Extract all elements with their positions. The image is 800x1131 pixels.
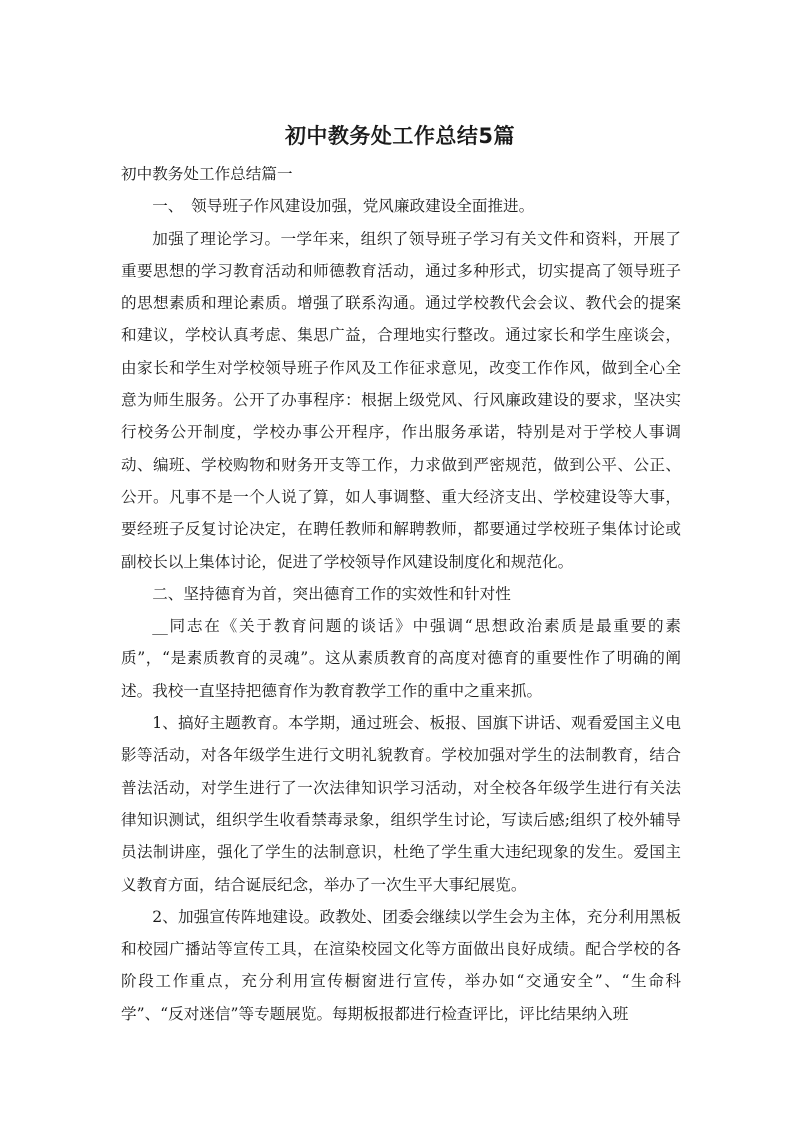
paragraph-6: 2、加强宣传阵地建设。政教处、团委会继续以学生会为主体，充分利用黑板和校园广播站等宣传工具，在渲染校园文化等方面做出良好成绩。配合学校的各阶段工作重点，充分利用宣传橱窗进行宣传，举办如“交通安全”、“生命科学”、“反对迷信”等专题展览。每期板报都进行检查评比，评比结果纳入班 xyxy=(121,907,681,1023)
paragraph-1: 一、 领导班子作风建设加强，党风廉政建设全面推进。 xyxy=(152,197,535,216)
section-subtitle: 初中教务处工作总结篇一 xyxy=(121,165,293,183)
paragraph-5: 1、搞好主题教育。本学期，通过班会、板报、国旗下讲话、观看爱国主义电影等活动，对各年级学生进行文明礼貌教育。学校加强对学生的法制教育，结合普法活动，对学生进行了一次法律知识学习活动，对全校各年级学生进行有关法律知识测试，组织学生收看禁毒录象，组织学生讨论，写读后感;组织了校外辅导员法制讲座，强化了学生的法制意识，杜绝了学生重大违纪现象的发生。爱国主义教育方面，结合诞辰纪念，举办了一次生平大事纪展览。 xyxy=(121,714,681,894)
paragraph-3: 二、坚持德育为首，突出德育工作的实效性和针对性 xyxy=(152,584,511,603)
document-title: 初中教务处工作总结5篇 xyxy=(284,124,516,148)
paragraph-4: __同志在《关于教育问题的谈话》中强调“思想政治素质是最重要的素质”，“是素质教育的灵魂”。这从素质教育的高度对德育的重要性作了明确的阐述。我校一直坚持把德育作为教育教学工作的重中之重来抓。 xyxy=(121,617,681,700)
paragraph-2: 加强了理论学习。一学年来，组织了领导班子学习有关文件和资料，开展了重要思想的学习教育活动和师德教育活动，通过多种形式，切实提高了领导班子的思想素质和理论素质。增强了联系沟通。通过学校教代会会议、教代会的提案和建议，学校认真考虑、集思广益，合理地实行整改。通过家长和学生座谈会，由家长和学生对学校领导班子作风及工作征求意见，改变工作作风，做到全心全意为师生服务。公开了办事程序：根据上级党风、行风廉政建设的要求，坚决实行校务公开制度，学校办事公开程序，作出服务承诺，特别是对于学校人事调动、编班、学校购物和财务开支等工作，力求做到严密规范，做到公平、公正、公开。凡事不是一个人说了算，如人事调整、重大经济支出、学校建设等大事，要经班子反复讨论决定，在聘任教师和解聘教师，都要通过学校班子集体讨论或副校长以上集体讨论，促进了学校领导作风建设制度化和规范化。 xyxy=(121,229,681,571)
document-body xyxy=(121,158,681,1030)
